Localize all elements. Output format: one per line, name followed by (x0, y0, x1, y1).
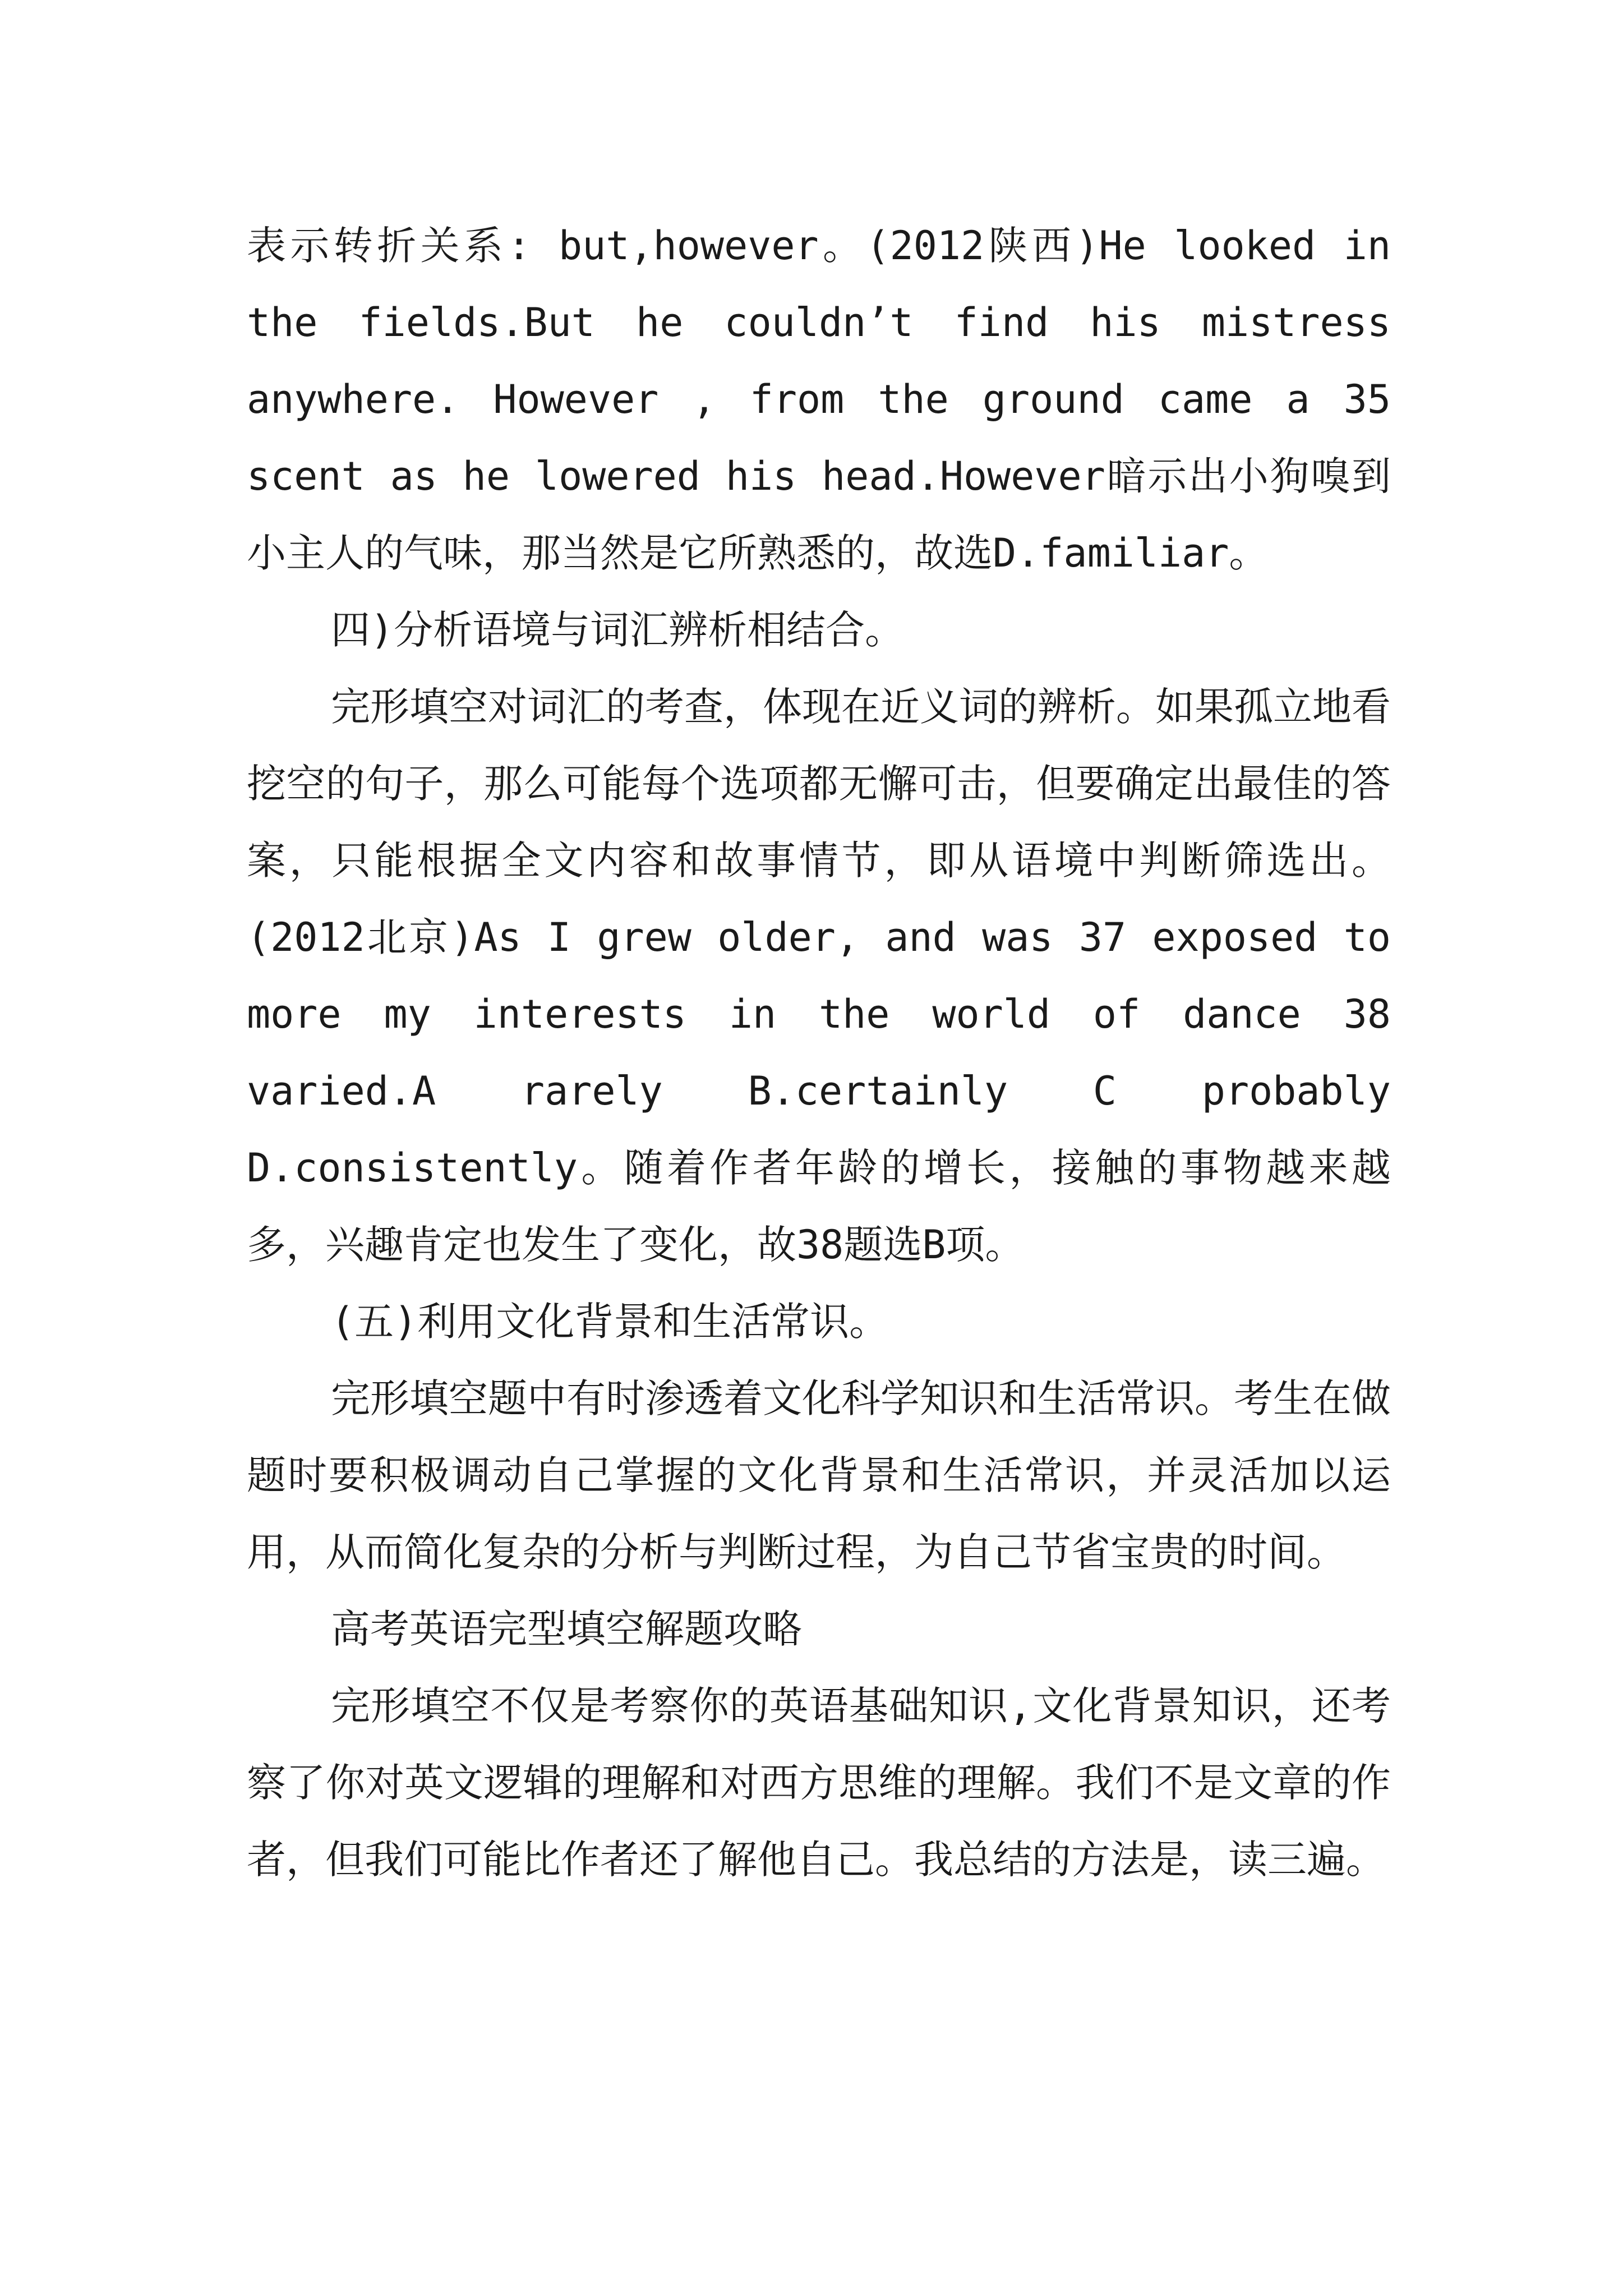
paragraph-culture: 完形填空题中有时渗透着文化科学知识和生活常识。考生在做题时要积极调动自己掌握的文化背景和生活常识，并灵活加以运用，从而简化复杂的分析与判断过程，为自己节省宝贵的时间。 (247, 1375, 1391, 1575)
section-heading-strategy: 高考英语完型填空解题攻略 (331, 1606, 802, 1652)
paragraph-transition: 表示转折关系: but,however。(2012陕西)He looked in the fields.But he couldn’t find his mistress anywhere. However , from the ground came a 35 scent as he lowered his head.However暗示出小狗嗅到小主人的气味，那当然是它所熟悉的，故选D.familiar。 (247, 223, 1391, 576)
paragraph-vocabulary: 完形填空对词汇的考查，体现在近义词的辨析。如果孤立地看挖空的句子，那么可能每个选项都无懈可击，但要确定出最佳的答案，只能根据全文内容和故事情节，即从语境中判断筛选出。(2012北京)As I grew older, and was 37 exposed to more my interests in the world of dance 38 varied.A rarely B.certainly C probably D.consistently。随着作者年龄的增长，接触的事物越来越多，兴趣肯定也发生了变化，故38题选B项。 (247, 684, 1391, 1268)
section-heading-context-vocabulary: 四)分析语境与词汇辨析相结合。 (331, 607, 905, 653)
section-heading-culture: (五)利用文化背景和生活常识。 (331, 1299, 889, 1345)
document-body (247, 208, 1391, 1898)
paragraph-strategy: 完形填空不仅是考察你的英语基础知识,文化背景知识，还考察了你对英文逻辑的理解和对西方思维的理解。我们不是文章的作者，但我们可能比作者还了解他自己。我总结的方法是，读三遍。 (247, 1683, 1391, 1883)
